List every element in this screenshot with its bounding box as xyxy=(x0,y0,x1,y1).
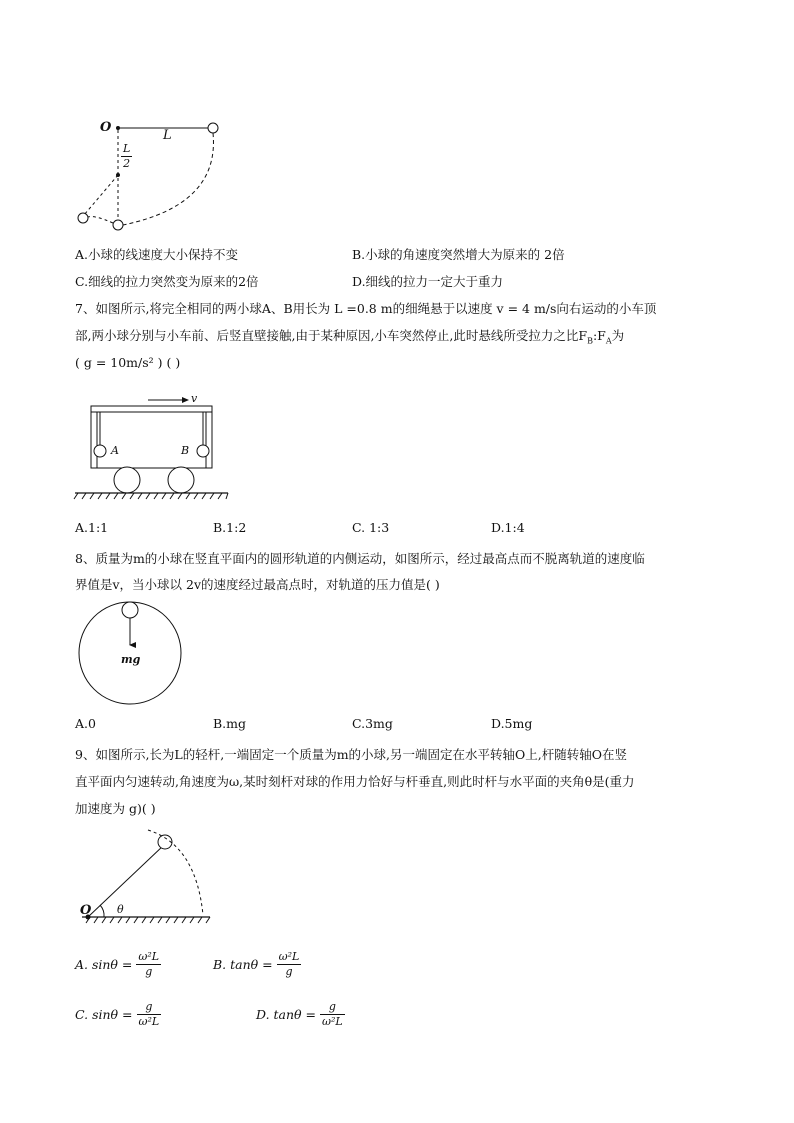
q7-option-c: C. 1:3 xyxy=(352,520,390,535)
ball-a-label: A xyxy=(111,444,119,457)
q7-sub-a: A xyxy=(605,336,612,346)
q9-option-b-fraction xyxy=(277,950,302,979)
q7-option-d: D.1:4 xyxy=(491,520,525,535)
cart-figure xyxy=(70,393,230,508)
q7-sub-b: B xyxy=(587,336,593,346)
pivot-o-label: O xyxy=(80,903,92,918)
q8-option-b: B.mg xyxy=(213,716,247,731)
q9-option-c-fraction xyxy=(137,1000,162,1029)
q9-line-2: 直平面内匀速转动,角速度为ω,某时刻杆对球的作用力恰好与杆垂直,则此时杆与水平面的夹角θ是(重力 xyxy=(75,774,635,789)
pendulum-figure xyxy=(70,115,230,235)
q9-option-a-fraction xyxy=(136,950,161,979)
q6-option-b: B.小球的角速度突然增大为原来的 2倍 xyxy=(352,247,565,262)
angle-theta-label: θ xyxy=(117,903,124,916)
q9-option-c-denominator: ω²L xyxy=(138,1015,160,1028)
q7-line-3: ( g = 10m/s² ) ( ) xyxy=(75,355,181,370)
q6-option-c: C.细线的拉力突然变为原来的2倍 xyxy=(75,274,259,289)
q9-option-a-denominator: g xyxy=(145,965,153,978)
q7-option-a: A.1:1 xyxy=(75,520,109,535)
q9-option-d-numerator: g xyxy=(320,1000,345,1015)
q8-line-2: 界值是v，当小球以 2v的速度经过最高点时，对轨道的压力值是( ) xyxy=(75,577,440,592)
q9-option-a-prefix: A. sinθ = xyxy=(75,957,133,972)
q9-option-b xyxy=(213,950,301,979)
q7-line-2-mid: :F xyxy=(592,328,606,343)
q8-option-a: A.0 xyxy=(75,716,96,731)
rotating-rod-figure xyxy=(78,825,218,925)
q9-option-b-prefix: B. tanθ = xyxy=(213,957,273,972)
q7-line-2-end: 为 xyxy=(611,328,625,343)
q7-line-2 xyxy=(75,326,624,346)
q7-line-2-text: 部,两小球分别与小车前、后竖直壁接触,由于某种原因,小车突然停止,此时悬线所受拉力之比F xyxy=(75,328,588,343)
q9-option-b-numerator: ω²L xyxy=(278,950,300,963)
q9-option-d-denominator: ω²L xyxy=(322,1015,343,1028)
q9-option-a xyxy=(75,950,161,979)
ball-b-label: B xyxy=(181,444,190,457)
q9-option-d-fraction xyxy=(320,1000,345,1029)
fig6-label-half xyxy=(121,142,132,171)
fig6-half-denominator: 2 xyxy=(123,157,131,170)
fig6-half-numerator: L xyxy=(123,142,131,155)
q9-option-a-numerator: ω²L xyxy=(138,950,160,963)
q8-option-c: C.3mg xyxy=(352,716,393,731)
q9-option-d xyxy=(256,1000,345,1029)
q9-line-1: 9、如图所示,长为L的轻杆,一端固定一个质量为m的小球,另一端固定在水平转轴O上,杆随转轴O在竖 xyxy=(75,747,627,762)
q9-line-3: 加速度为 g)( ) xyxy=(75,801,156,816)
fig6-label-l: L xyxy=(163,128,172,143)
q9-option-d-prefix: D. tanθ = xyxy=(256,1007,317,1022)
q9-option-c-numerator: g xyxy=(137,1000,162,1015)
q9-option-c-prefix: C. sinθ = xyxy=(75,1007,133,1022)
q8-option-d: D.5mg xyxy=(491,716,533,731)
q9-option-c xyxy=(75,1000,161,1029)
q7-line-1: 7、如图所示,将完全相同的两小球A、B用长为 L =0.8 m的细绳悬于以速度 v = 4 m/s向右运动的小车顶 xyxy=(75,301,657,316)
cart-velocity-label: v xyxy=(191,392,198,405)
q7-option-b: B.1:2 xyxy=(213,520,247,535)
gravity-label: mg xyxy=(121,653,141,666)
q9-option-b-denominator: g xyxy=(285,965,293,978)
fig6-label-o: O xyxy=(100,120,112,135)
q6-option-a: A.小球的线速度大小保持不变 xyxy=(75,247,239,262)
q8-line-1: 8、质量为m的小球在竖直平面内的圆形轨道的内侧运动，如图所示，经过最高点而不脱离轨道的速度临 xyxy=(75,551,645,566)
q6-option-d: D.细线的拉力一定大于重力 xyxy=(352,274,504,289)
